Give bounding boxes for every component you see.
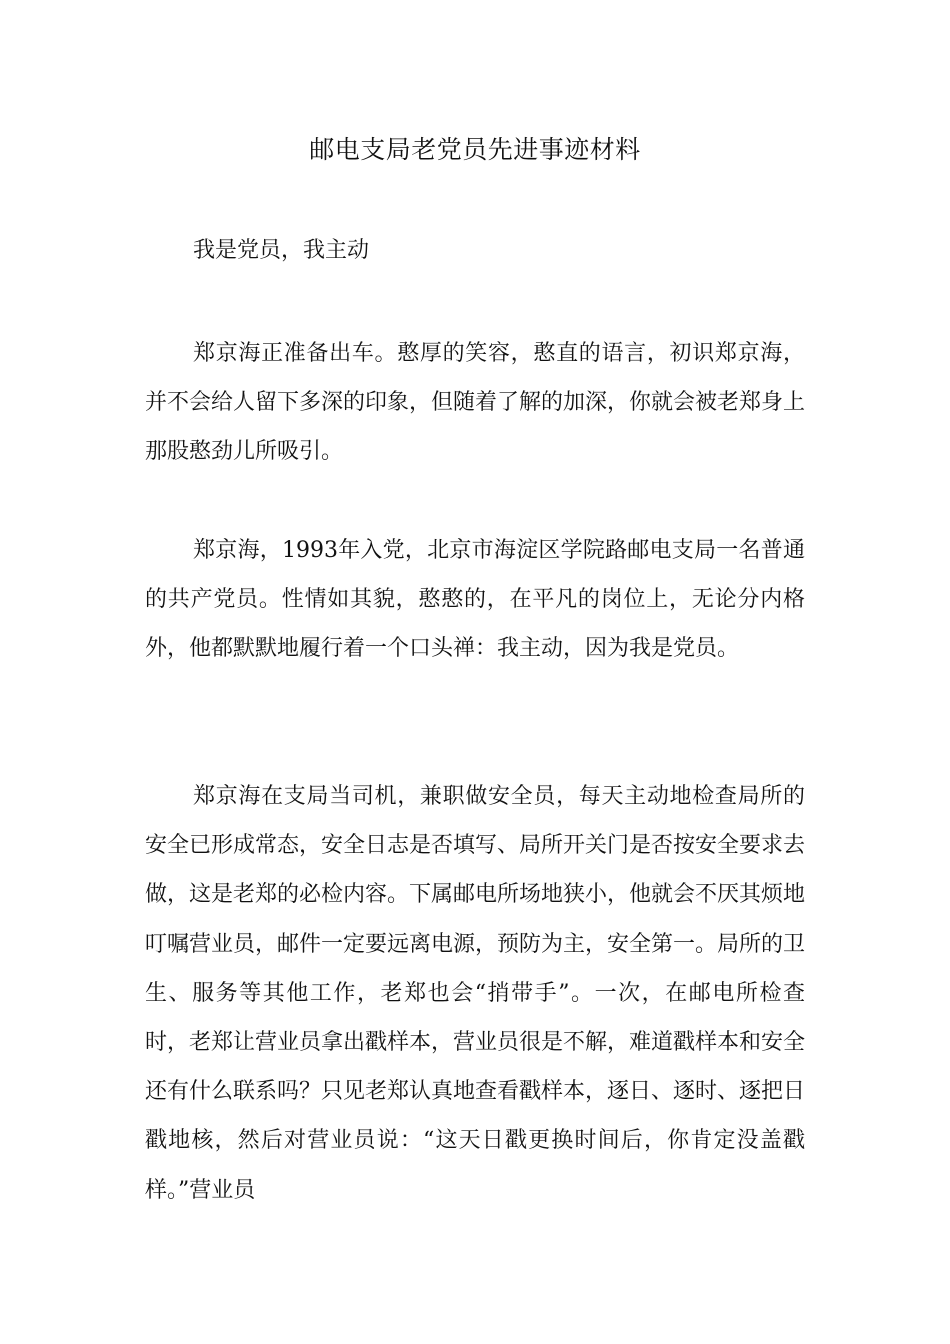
document-title: 邮电支局老党员先进事迹材料 — [309, 135, 641, 164]
document-subtitle: 我是党员，我主动 — [193, 238, 370, 263]
paragraph: 郑京海正准备出车。憨厚的笑容，憨直的语言，初识郑京海，并不会给人留下多深的印象，但随着了解的加深，你就会被老郑身上那股憨劲儿所吸引。 — [145, 341, 806, 465]
paragraph: 郑京海在支局当司机，兼职做安全员，每天主动地检查局所的安全已形成常态，安全日志是否填写、局所开关门是否按安全要求去做，这是老郑的必检内容。下属邮电所场地狭小，他就会不厌其烦地叮嘱营业员，邮件一定要远离电源，预防为主，安全第一。局所的卫生、服务等其他工作，老郑也会“捎带手”。一次，在邮电所检查时，老郑让营业员拿出戳样本，营业员很是不解，难道戳样本和安全还有什么联系吗？只见老郑认真地查看戳样本，逐日、逐时、逐把日戳地核，然后对营业员说：“这天日戳更换时间后，你肯定没盖戳样。”营业员 — [145, 784, 806, 1203]
paragraph: 郑京海，1993年入党，北京市海淀区学院路邮电支局一名普通的共产党员。性情如其貌，憨憨的，在平凡的岗位上，无论分内格外，他都默默地履行着一个口头禅：我主动，因为我是党员。 — [145, 538, 805, 662]
